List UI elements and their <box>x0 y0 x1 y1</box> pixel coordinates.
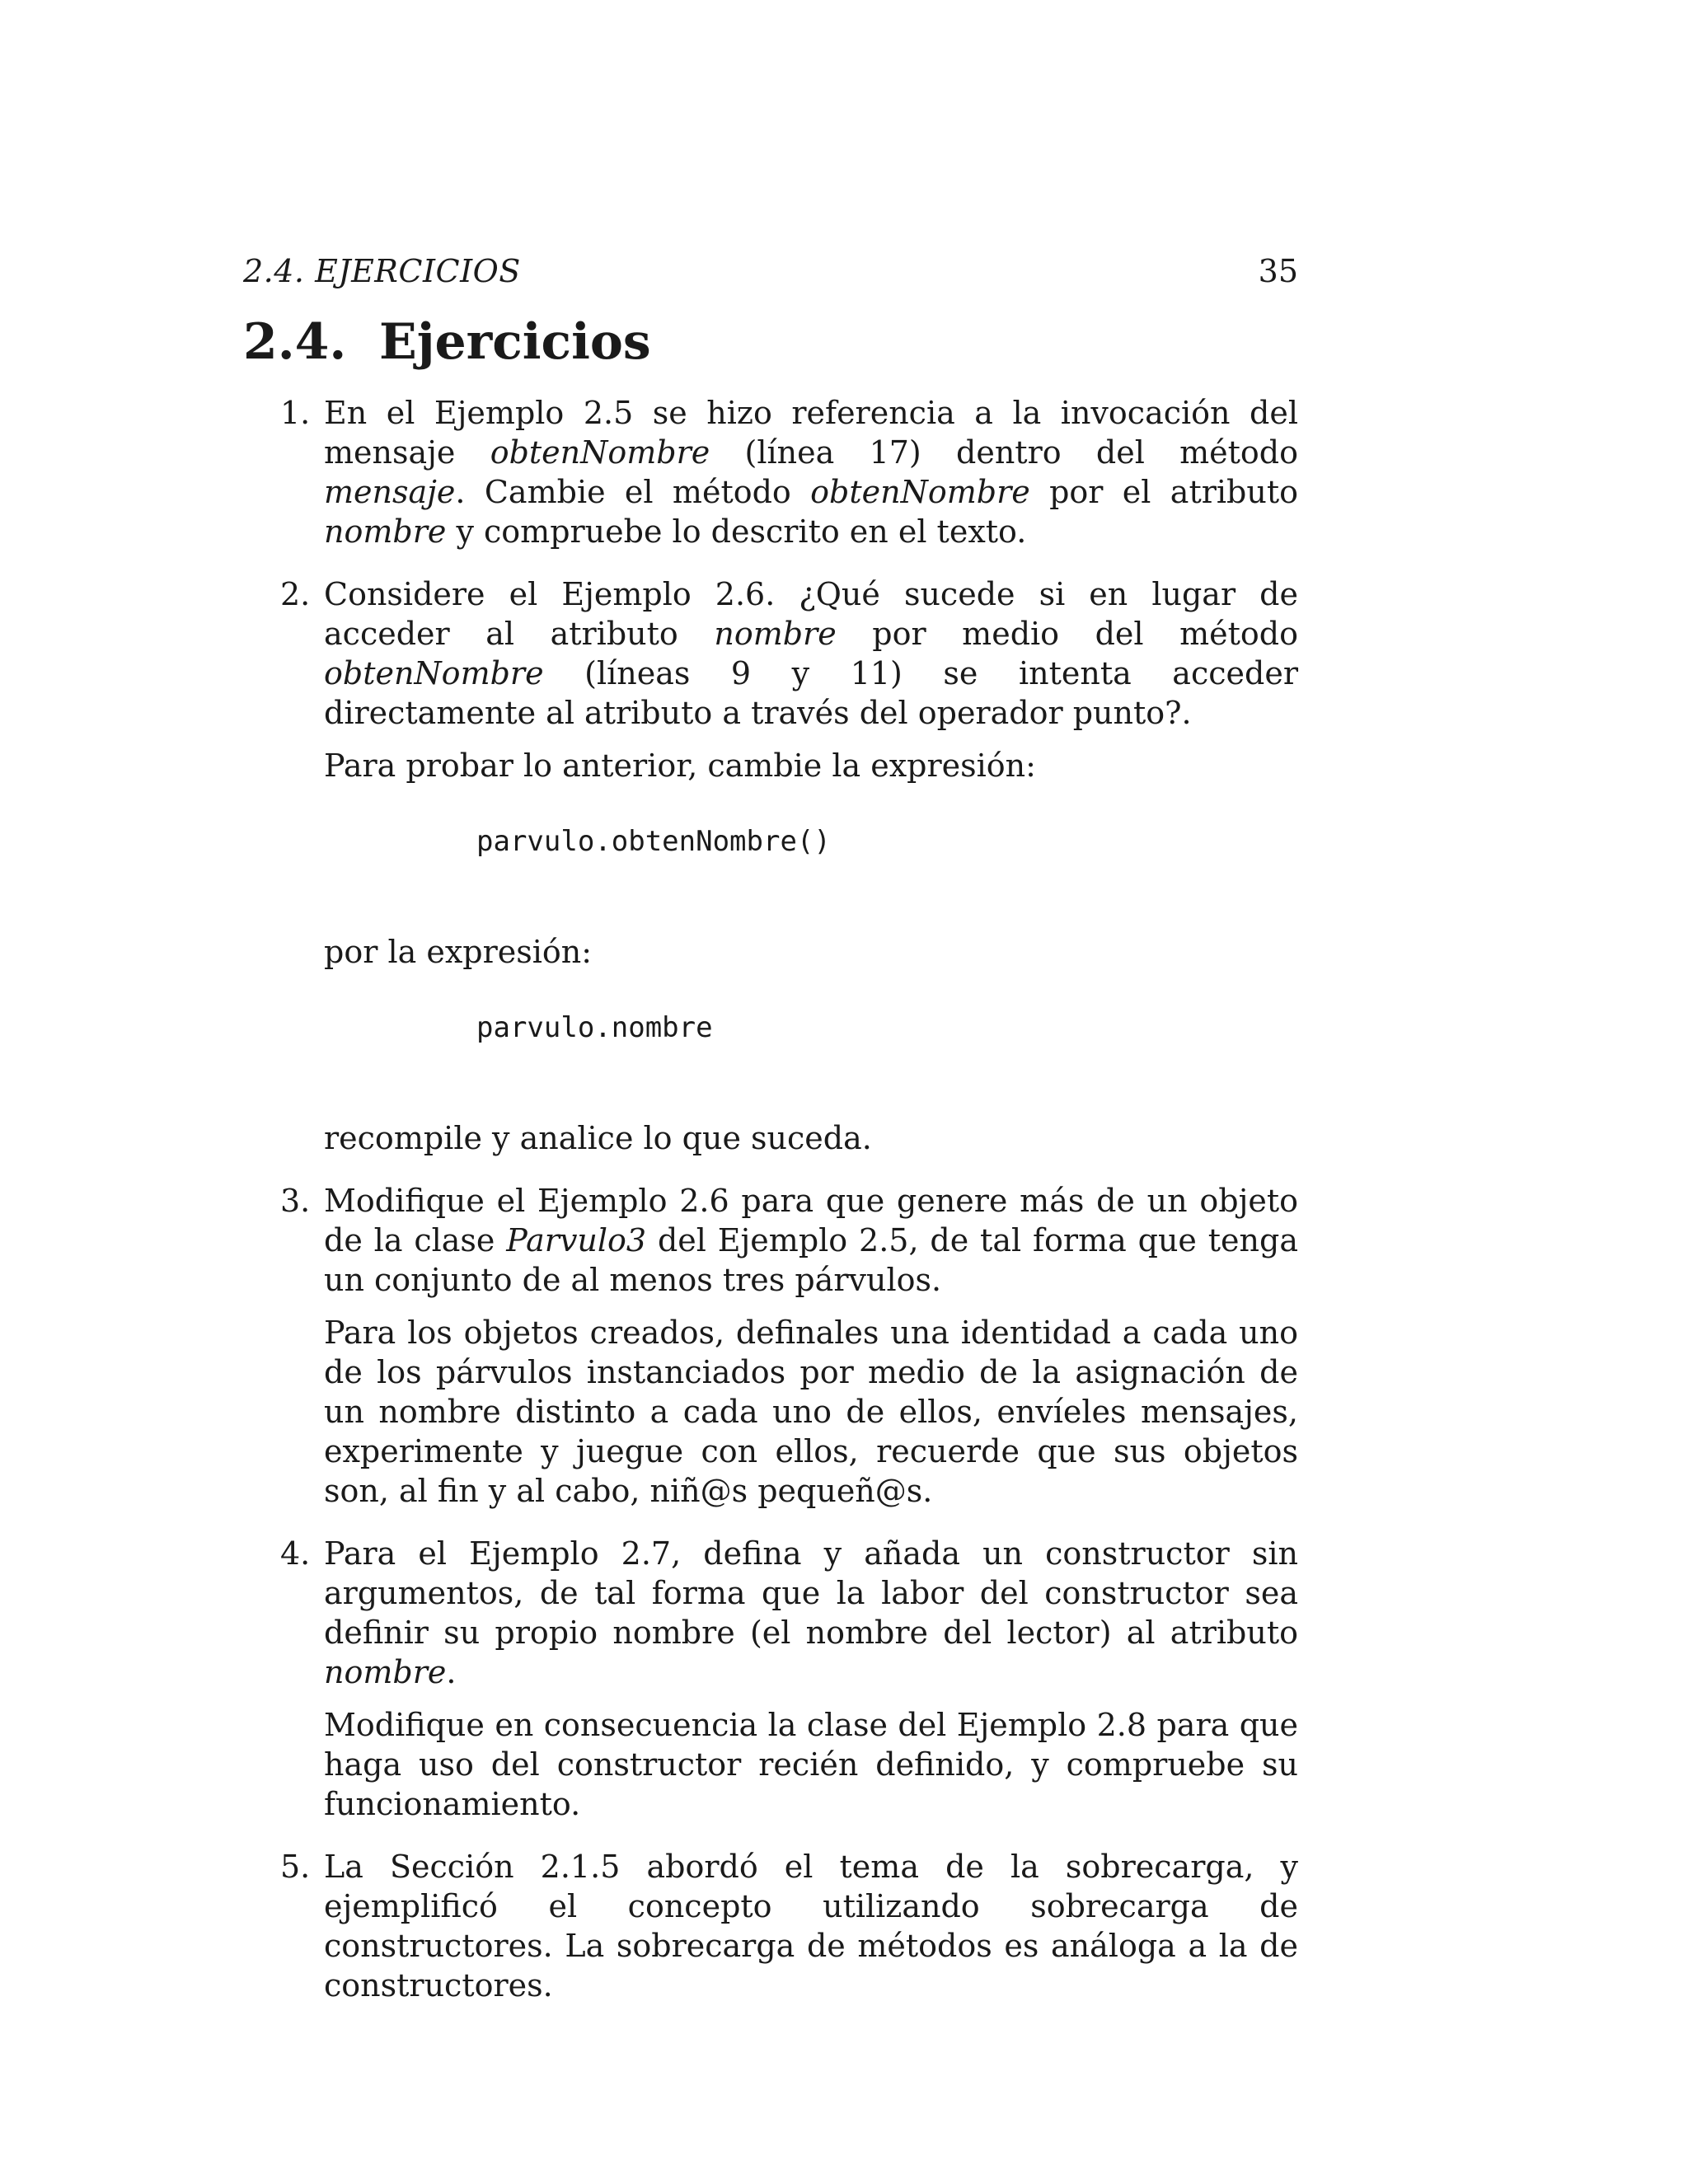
text-run: Para el Ejemplo 2.7, defina y añada un constructor sin argumentos, de tal forma que la labor del constructor sea definir su propio nombre (el nombre del lector) al atributo <box>324 1535 1298 1651</box>
text-run: Considere el Ejemplo 2.6. ¿Qué sucede si en lugar de acceder al atributo <box>324 576 1298 652</box>
text-run: . <box>446 1654 457 1690</box>
text-run: por el atributo <box>1029 474 1298 510</box>
exercise-paragraph: Para probar lo anterior, cambie la expresión: <box>324 748 1036 784</box>
exercise-number: 1. <box>280 395 311 431</box>
exercise-paragraph: La Sección 2.1.5 abordó el tema de la sobrecarga, y ejemplificó el concepto utilizando sobrecarga de constructores. La sobrecarga de métodos es análoga a la de constructores. <box>324 1849 1298 2004</box>
exercise-number: 4. <box>280 1535 311 1572</box>
text-run: por medio del método <box>836 616 1298 652</box>
exercise-list <box>243 393 1298 2005</box>
text-run: Modifique el Ejemplo 2.6 para que genere más de un objeto de la clase <box>324 1183 1298 1258</box>
section-heading <box>243 309 1298 375</box>
text-run: (líneas 9 y 11) se intenta acceder directamente al atributo a través del operador punto?. <box>324 655 1298 731</box>
emphasis-term: nombre <box>714 616 837 652</box>
section-title: Ejercicios <box>379 313 651 371</box>
exercise-paragraph <box>324 1181 1298 1300</box>
emphasis-term: obtenNombre <box>490 434 710 471</box>
text-run: (línea 17) dentro del método <box>710 434 1298 471</box>
exercise-number: 3. <box>280 1183 311 1219</box>
exercise-number: 5. <box>280 1849 311 1885</box>
emphasis-term: nombre <box>324 513 447 550</box>
exercise-paragraph <box>324 574 1298 733</box>
code-snippet: parvulo.obtenNombre() <box>476 825 831 858</box>
running-header <box>243 251 1298 291</box>
exercise-item <box>243 1534 1298 1824</box>
emphasis-term: mensaje <box>324 474 456 510</box>
exercise-paragraph <box>324 393 1298 551</box>
emphasis-term: Parvulo3 <box>506 1222 647 1258</box>
exercise-item <box>243 1181 1298 1511</box>
text-run: . Cambie el método <box>455 474 811 510</box>
emphasis-term: obtenNombre <box>810 474 1030 510</box>
exercise-number: 2. <box>280 576 311 612</box>
text-run: y compruebe lo descrito en el texto. <box>446 513 1027 550</box>
text-run: del Ejemplo 2.5, de tal forma que tenga un conjunto de al menos tres párvulos. <box>324 1222 1298 1298</box>
section-number: 2.4. <box>243 313 347 371</box>
exercise-item <box>243 393 1298 551</box>
page-content <box>243 251 1298 2028</box>
exercise-item <box>243 1847 1298 2005</box>
exercise-paragraph: Para los objetos creados, definales una identidad a cada uno de los párvulos instanciados por medio de la asignación de un nombre distinto a cada uno de ellos, envíeles mensajes, experimente y juegue con ellos, recuerde que sus objetos son, al fin y al cabo, niñ@s pequeñ@s. <box>324 1315 1298 1509</box>
exercise-item <box>243 574 1298 1158</box>
exercise-paragraph: Modifique en consecuencia la clase del Ejemplo 2.8 para que haga uso del constructor recién definido, y compruebe su funcionamiento. <box>324 1707 1298 1822</box>
page-number: 35 <box>1258 253 1298 289</box>
code-snippet: parvulo.nombre <box>476 1011 713 1044</box>
text-run: En el Ejemplo 2.5 se hizo referencia a la invocación del mensaje <box>324 395 1298 471</box>
exercise-paragraph: recompile y analice lo que suceda. <box>324 1120 872 1156</box>
running-header-title: 2.4. EJERCICIOS <box>243 253 521 289</box>
exercise-paragraph <box>324 1534 1298 1692</box>
exercise-paragraph: por la expresión: <box>324 934 593 970</box>
emphasis-term: obtenNombre <box>324 655 544 691</box>
emphasis-term: nombre <box>324 1654 447 1690</box>
